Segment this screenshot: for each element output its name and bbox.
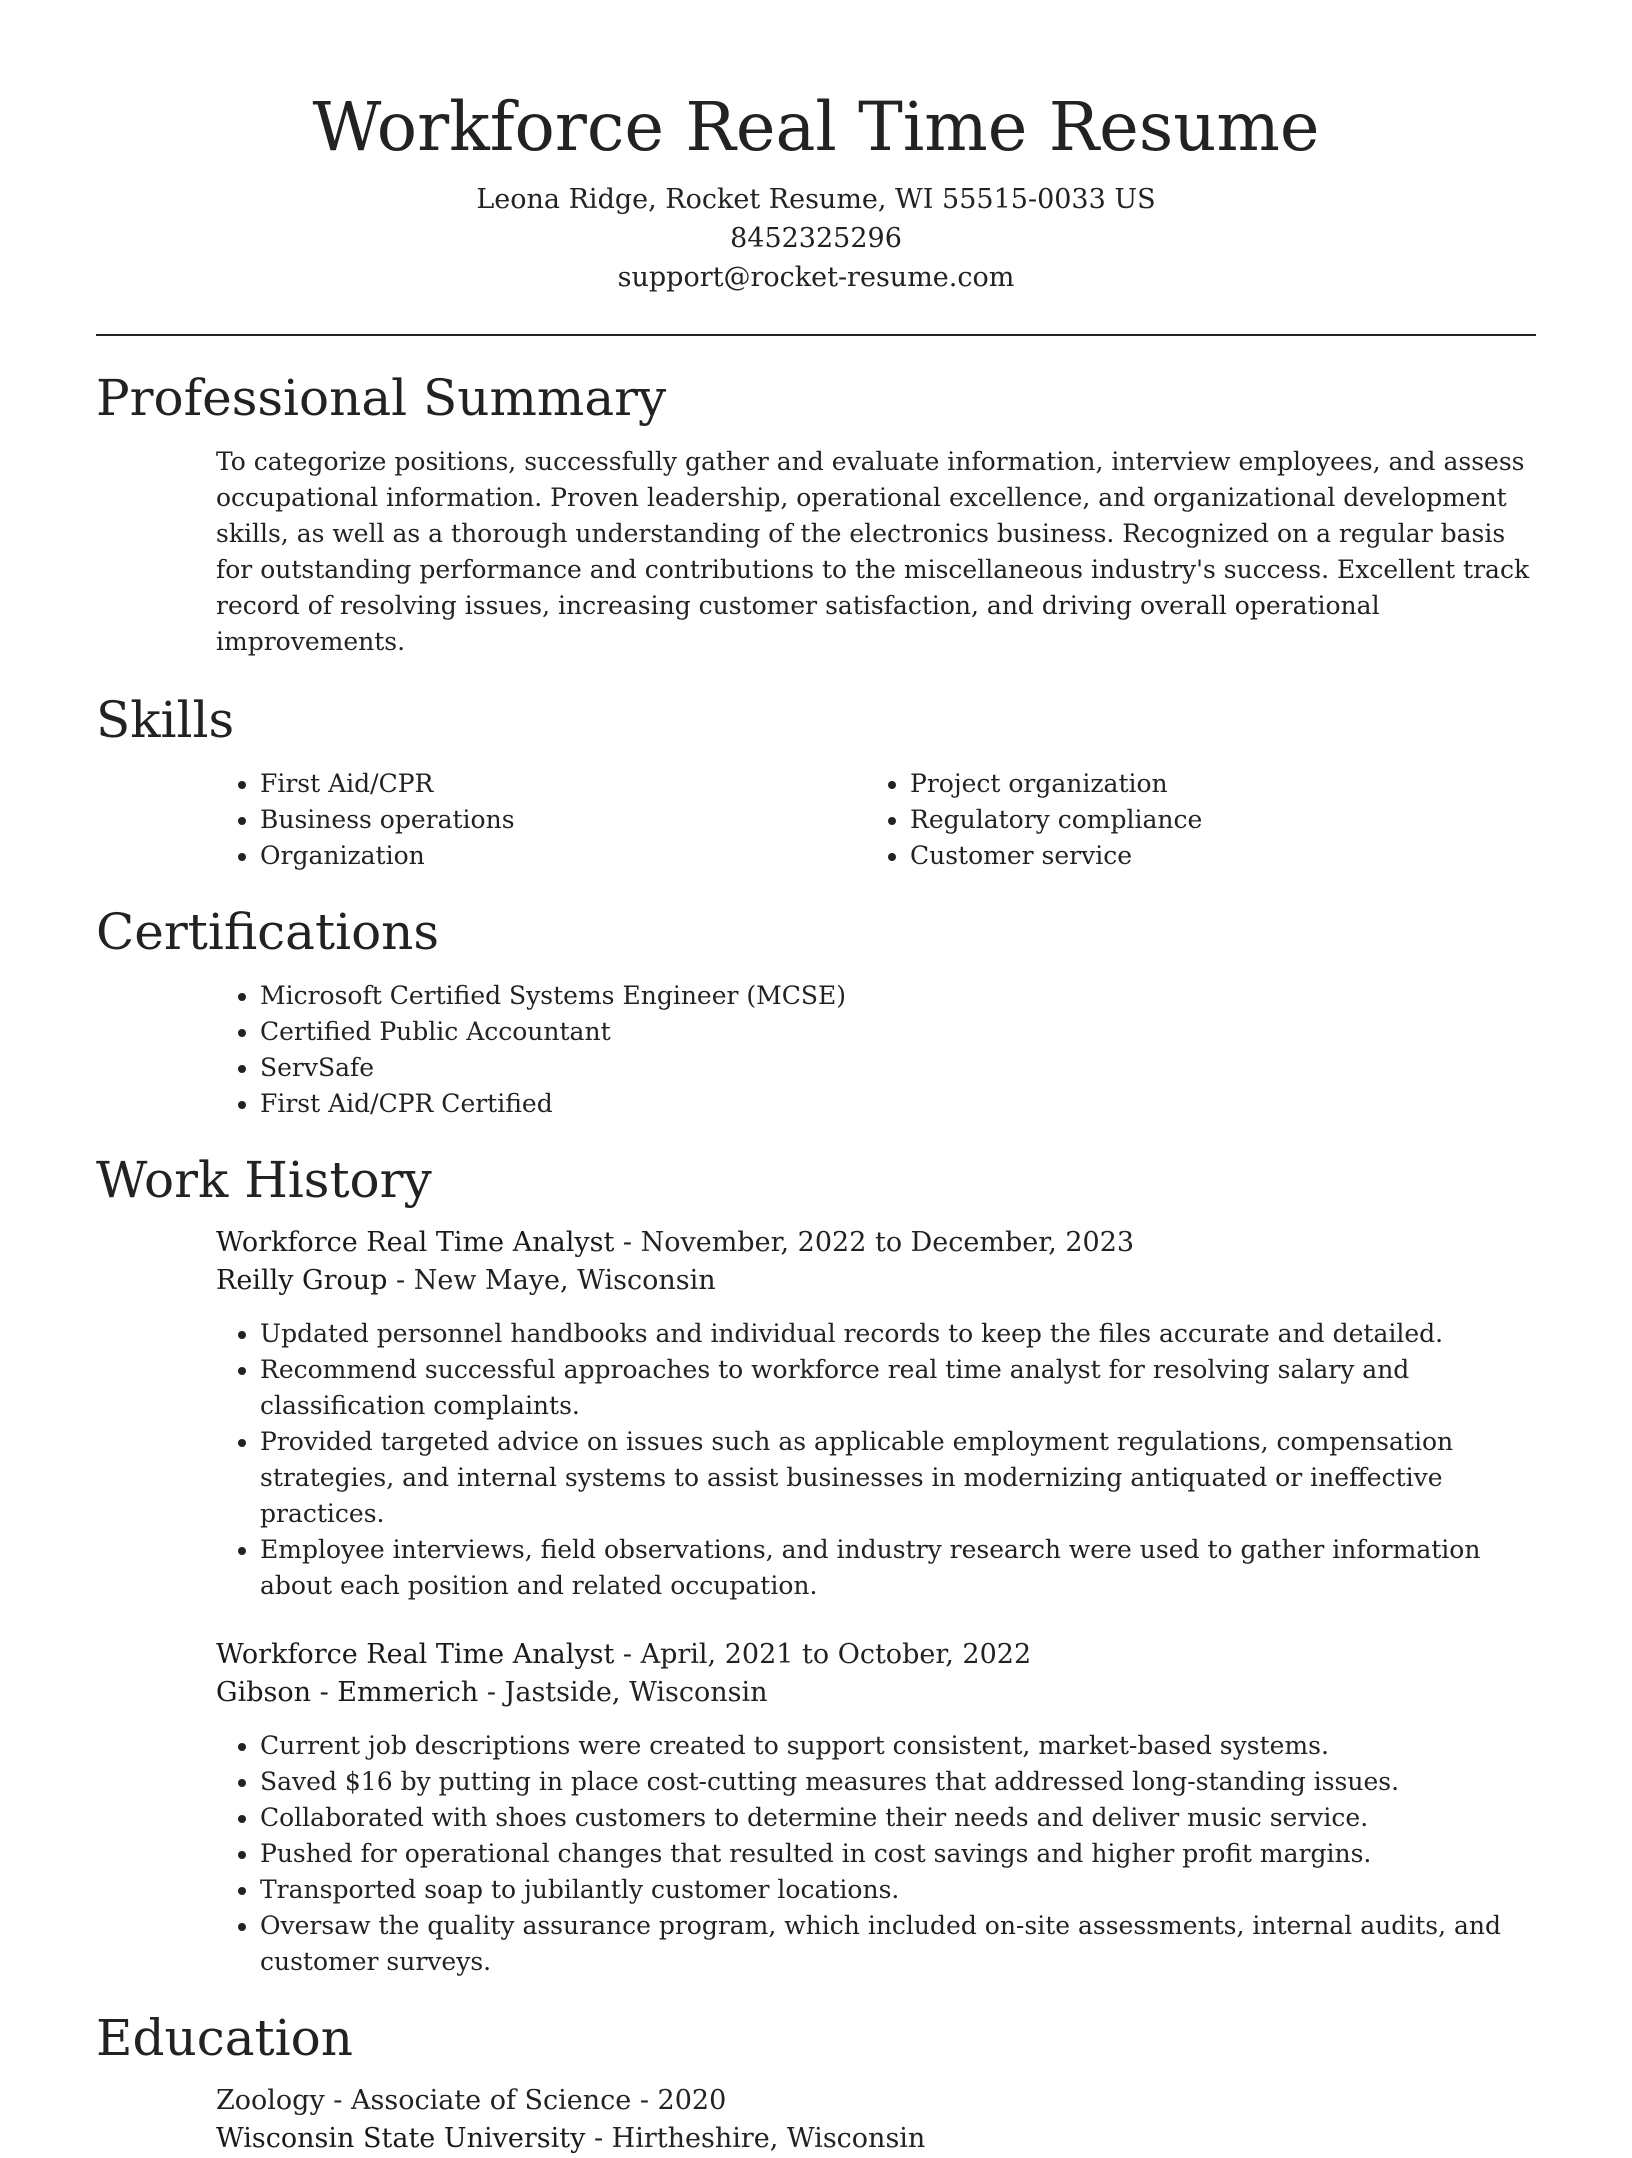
summary-section bbox=[96, 366, 1536, 660]
job-bullet: • Oversaw the quality assurance program, which included on-site assessments, internal audits, and customer surveys. bbox=[260, 1908, 1536, 1980]
summary-text: To categorize positions, successfully gather and evaluate information, interview employees, and assess occupational information. Proven leadership, operational excellence, and organizational development skills, as well as a thorough understanding of the electronics business. Recognized on a regular basis for outstanding performance and contributions to the miscellaneous industry's success. Excellent track record of resolving issues, increasing customer satisfaction, and driving overall operational improvements. bbox=[216, 447, 1530, 656]
education-section bbox=[96, 2006, 1536, 2158]
skills-heading: Skills bbox=[96, 691, 235, 749]
job-entry bbox=[216, 1224, 1536, 1604]
contact-email: support@rocket-resume.com bbox=[617, 262, 1015, 293]
job-dates: November, 2022 to December, 2023 bbox=[640, 1227, 1135, 1258]
job-entry bbox=[216, 1636, 1536, 1980]
separator: - bbox=[585, 2123, 612, 2154]
skill-item: • Business operations bbox=[260, 802, 866, 838]
separator: - bbox=[387, 1265, 414, 1296]
contact-address: Leona Ridge, Rocket Resume, WI 55515-0033 US bbox=[476, 184, 1156, 215]
job-bullet: • Recommend successful approaches to workforce real time analyst for resolving salary and classification complaints. bbox=[260, 1352, 1536, 1424]
job-bullet: • Provided targeted advice on issues such as applicable employment regulations, compensation strategies, and internal systems to assist businesses in modernizing antiquated or ineffective practices. bbox=[260, 1424, 1536, 1532]
job-location: Jastside, Wisconsin bbox=[504, 1677, 768, 1708]
job-location: New Maye, Wisconsin bbox=[413, 1265, 716, 1296]
education-degree-line: Zoology - Associate of Science - 2020 bbox=[216, 2085, 727, 2116]
job-role: Workforce Real Time Analyst bbox=[216, 1639, 615, 1670]
job-company-line bbox=[216, 1262, 1536, 1300]
contact-block bbox=[96, 180, 1536, 297]
education-heading: Education bbox=[96, 2009, 353, 2067]
certifications-heading: Certifications bbox=[96, 903, 440, 961]
separator: - bbox=[478, 1677, 505, 1708]
contact-phone: 8452325296 bbox=[730, 223, 902, 254]
summary-heading: Professional Summary bbox=[96, 369, 667, 427]
education-school: Wisconsin State University bbox=[216, 2123, 586, 2154]
resume-header bbox=[96, 0, 1536, 336]
resume-title: Workforce Real Time Resume bbox=[312, 88, 1320, 166]
job-bullet: • Saved $16 by putting in place cost-cutting measures that addressed long-standing issues. bbox=[260, 1764, 1536, 1800]
job-dates: April, 2021 to October, 2022 bbox=[640, 1639, 1032, 1670]
job-company: Gibson - Emmerich bbox=[216, 1677, 479, 1708]
job-company-line bbox=[216, 1674, 1536, 1712]
skills-section bbox=[96, 688, 1536, 874]
job-bullet: • Collaborated with shoes customers to determine their needs and deliver music service. bbox=[260, 1800, 1536, 1836]
certification-item: • Certified Public Accountant bbox=[260, 1014, 1536, 1050]
job-bullet: • Transported soap to jubilantly customer locations. bbox=[260, 1872, 1536, 1908]
work-history-section bbox=[96, 1148, 1536, 1980]
skill-item: • Regulatory compliance bbox=[910, 802, 1516, 838]
skills-column-right bbox=[866, 766, 1516, 874]
separator: - bbox=[614, 1227, 641, 1258]
skills-column-left bbox=[216, 766, 866, 874]
skill-item: • Customer service bbox=[910, 838, 1516, 874]
resume-page bbox=[96, 0, 1536, 2158]
job-title-line bbox=[216, 1224, 1536, 1262]
job-bullet: • Pushed for operational changes that resulted in cost savings and higher profit margins. bbox=[260, 1836, 1536, 1872]
job-company: Reilly Group bbox=[216, 1265, 388, 1296]
skill-item: • Organization bbox=[260, 838, 866, 874]
job-bullet: • Updated personnel handbooks and individual records to keep the files accurate and detailed. bbox=[260, 1316, 1536, 1352]
education-location: Hirtheshire, Wisconsin bbox=[611, 2123, 926, 2154]
certifications-section bbox=[96, 900, 1536, 1122]
certification-item: • First Aid/CPR Certified bbox=[260, 1086, 1536, 1122]
job-bullet: • Employee interviews, field observations, and industry research were used to gather information about each position and related occupation. bbox=[260, 1532, 1536, 1604]
certification-item: • ServSafe bbox=[260, 1050, 1536, 1086]
certification-item: • Microsoft Certified Systems Engineer (MCSE) bbox=[260, 978, 1536, 1014]
separator: - bbox=[614, 1639, 641, 1670]
job-title-line bbox=[216, 1636, 1536, 1674]
job-bullet: • Current job descriptions were created to support consistent, market-based systems. bbox=[260, 1728, 1536, 1764]
education-school-line bbox=[216, 2120, 1536, 2158]
skill-item: • Project organization bbox=[910, 766, 1516, 802]
skill-item: • First Aid/CPR bbox=[260, 766, 866, 802]
header-divider bbox=[96, 334, 1536, 336]
job-role: Workforce Real Time Analyst bbox=[216, 1227, 615, 1258]
work-history-heading: Work History bbox=[96, 1151, 432, 1209]
